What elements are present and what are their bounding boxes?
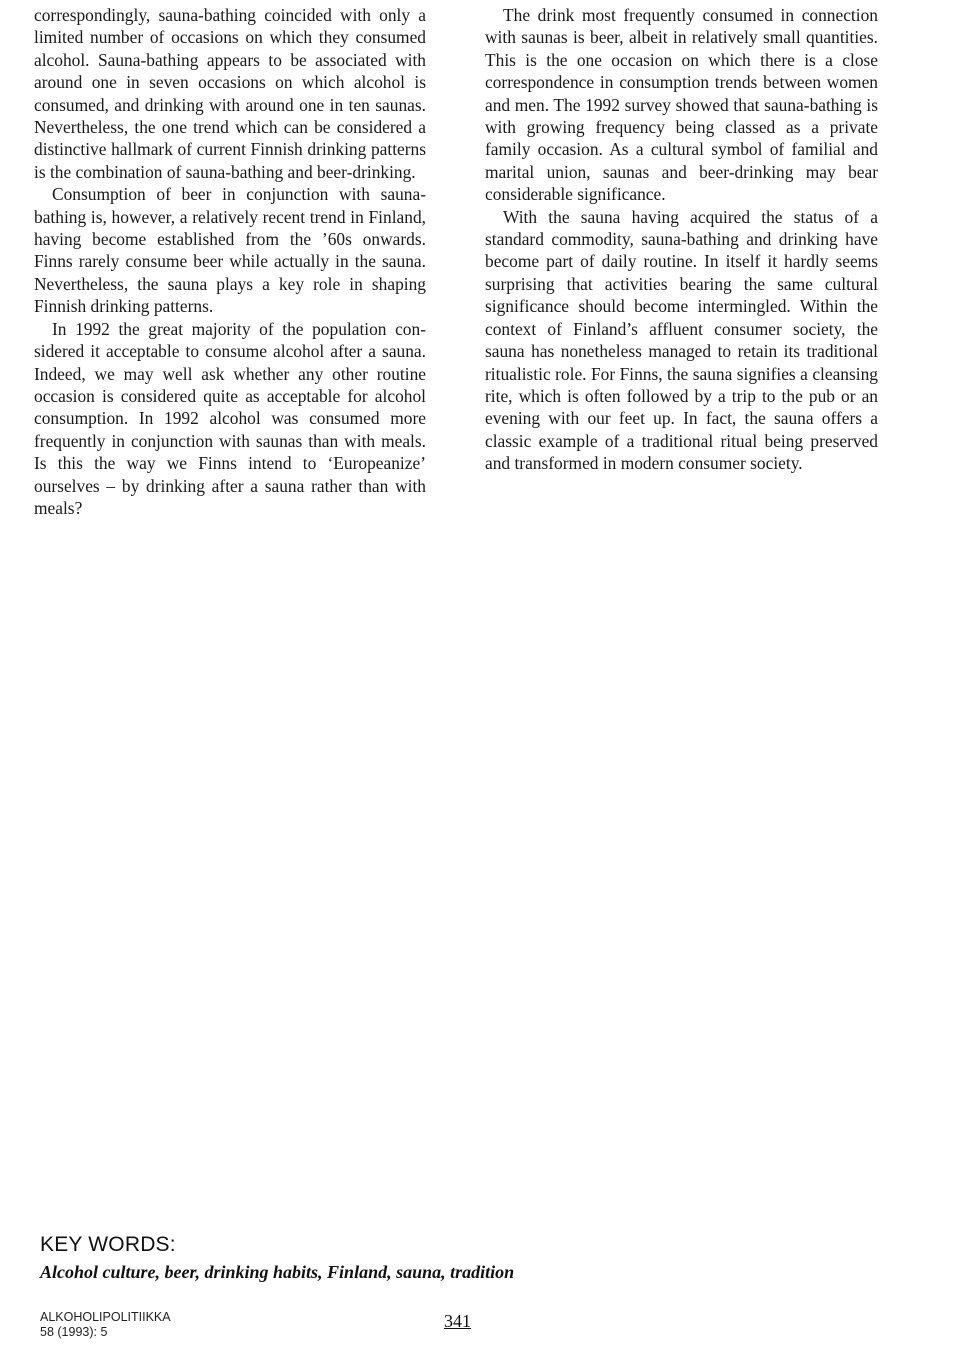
paragraph: In 1992 the great majority of the population considered it acceptable to consume alcohol after a sauna. Indeed, we may well ask whether any other routine occasion is considered quite as acceptable for alcohol consumption. In 1992 alcohol was consumed more frequently in conjunction with saunas than with meals. Is this the way we Finns intend to ‘Europeanize’ ourselves – by drinking after a sauna rather than with meals? [34,318,426,518]
paragraph: Consumption of beer in conjunction with saunabathing is, however, a relatively recent trend in Finland, having become established from the ’60s onwards. Finns rarely consume beer while actually in the sauna. Nevertheless, the sauna plays a key role in shaping Finnish drinking patterns. [34,184,426,317]
page-number: 341 [444,1311,471,1331]
paragraph: With the sauna having acquired the status of a standard commodity, sauna-bathing and drinking have become part of daily routine. In itself it hardly seems surprising that activities bearing the same cultural significance should become intermingled. Within the context of Finland’s affluent consumer society, the sauna has nonetheless managed to retain its traditional ritualistic role. For Finns, the sauna signifies a cleansing rite, which is often followed by a trip to the pub or an evening with our feet up. In fact, the sauna offers a classic example of a traditional ritual being preserved and transformed in modern consumer society. [485,206,878,474]
journal-issue: 58 (1993): 5 [40,1325,108,1339]
keywords-section [40,1232,800,1284]
left-text-column [34,4,426,519]
journal-name: ALKOHOLIPOLITIIKKA [40,1310,171,1324]
journal-citation [40,1310,171,1340]
keywords-list: Alcohol culture, beer, drinking habits, Finland, sauna, tradition [40,1262,515,1282]
paragraph: The drink most frequently consumed in connection with saunas is beer, albeit in relatively small quantities. This is the one occasion on which there is a close correspondence in consumption trends between women and men. The 1992 survey showed that sauna-bathing is with growing frequency being classed as a private family occasion. As a cultural symbol of familial and marital union, saunas and beer-drinking may bear considerable significance. [485,5,878,205]
paragraph: correspondingly, sauna-bathing coincided with only a limited number of occasions on which they consumed alcohol. Sauna-bathing appears to be associated with around one in seven occasions on which alcohol is consumed, and drinking with around one in ten saunas. Nevertheless, the one trend which can be considered a distinctive hallmark of current Finnish drinking patterns is the combination of sauna-bathing and beer-drinking. [34,5,426,182]
keywords-heading: KEY WORDS: [40,1233,176,1256]
right-text-column [485,4,878,475]
